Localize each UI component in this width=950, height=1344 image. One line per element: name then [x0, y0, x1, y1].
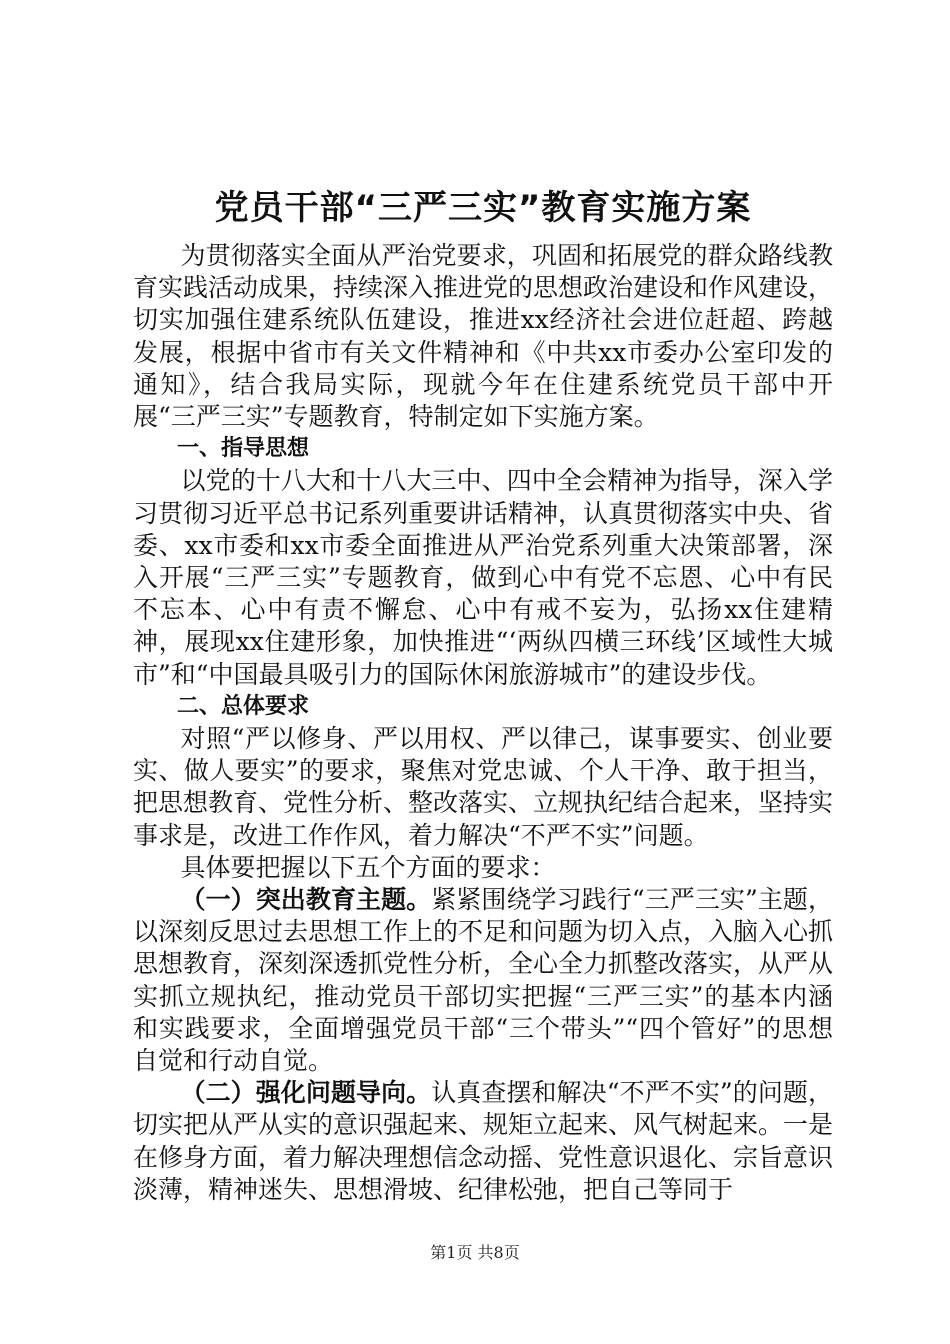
item-problem-orientation-lead: （二）强化问题导向。 [180, 1078, 432, 1108]
five-requirements-intro: 具体要把握以下五个方面的要求： [180, 852, 556, 882]
intro-paragraph: 为贯彻落实全面从严治党要求，巩固和拓展党的群众路线教育实践活动成果，持续深入推进党的思想政治建设和作风建设，切实加强住建系统队伍建设，推进xx经济社会进位赶超、跨越发展，根据中省市有关文件精神和《中共xx市委办公室印发的通知》，结合我局实际，现就今年在住建系统党员干部中开展“三严三实”专题教育，特制定如下实施方案。 [133, 241, 834, 432]
item-education-theme-body: 紧紧围绕学习践行“三严三实”主题，以深刻反思过去思想工作上的不足和问题为切入点，入脑入心抓思想教育，深刻深透抓党性分析，全心全力抓整改落实，从严从实抓立规执纪，推动党员干部切实把握“三严三实”的基本内涵和实践要求，全面增强党员干部“三个带头”“四个管好”的思想自觉和行动自觉。 [133, 885, 834, 1076]
item-problem-orientation [133, 1077, 833, 1206]
section-heading-general-requirements: 二、总体要求 [177, 693, 310, 719]
item-problem-orientation-body: 认真查摆和解决“不严不实”的问题，切实把从严从实的意识强起来、规矩立起来、风气树起来。一是在修身方面，着力解决理想信念动摇、党性意识退化、宗旨意识淡薄，精神迷失、思想滑坡、纪律松弛，把自己等同于 [133, 1078, 834, 1204]
section-heading-guiding-ideology: 一、指导思想 [177, 436, 310, 462]
page-footer: 第1页 共8页 [430, 1243, 520, 1262]
item-education-theme [133, 884, 833, 1077]
document-title: 党员干部“三严三实”教育实施方案 [214, 188, 752, 228]
document-page [133, 178, 833, 1206]
item-education-theme-lead: （一）突出教育主题。 [180, 885, 432, 915]
general-requirements-paragraph: 对照“严以修身、严以用权、严以律己，谋事要实、创业要实、做人要实”的要求，聚焦对党忠诚、个人干净、敢于担当，把思想教育、党性分析、整改落实、立规执纪结合起来，坚持实事求是，改进工作作风，着力解决“不严不实”问题。 [133, 724, 834, 850]
guiding-ideology-paragraph: 以党的十八大和十八大三中、四中全会精神为指导，深入学习贯彻习近平总书记系列重要讲话精神，认真贯彻落实中央、省委、xx市委和xx市委全面推进从严治党系列重大决策部署，深入开展“三严三实”专题教育，做到心中有党不忘恩、心中有民不忘本、心中有责不懈怠、心中有戒不妄为，弘扬xx住建精神，展现xx住建形象，加快推进“‘两纵四横三环线’区域性大城市”和“中国最具吸引力的国际休闲旅游城市”的建设步伐。 [133, 466, 834, 689]
